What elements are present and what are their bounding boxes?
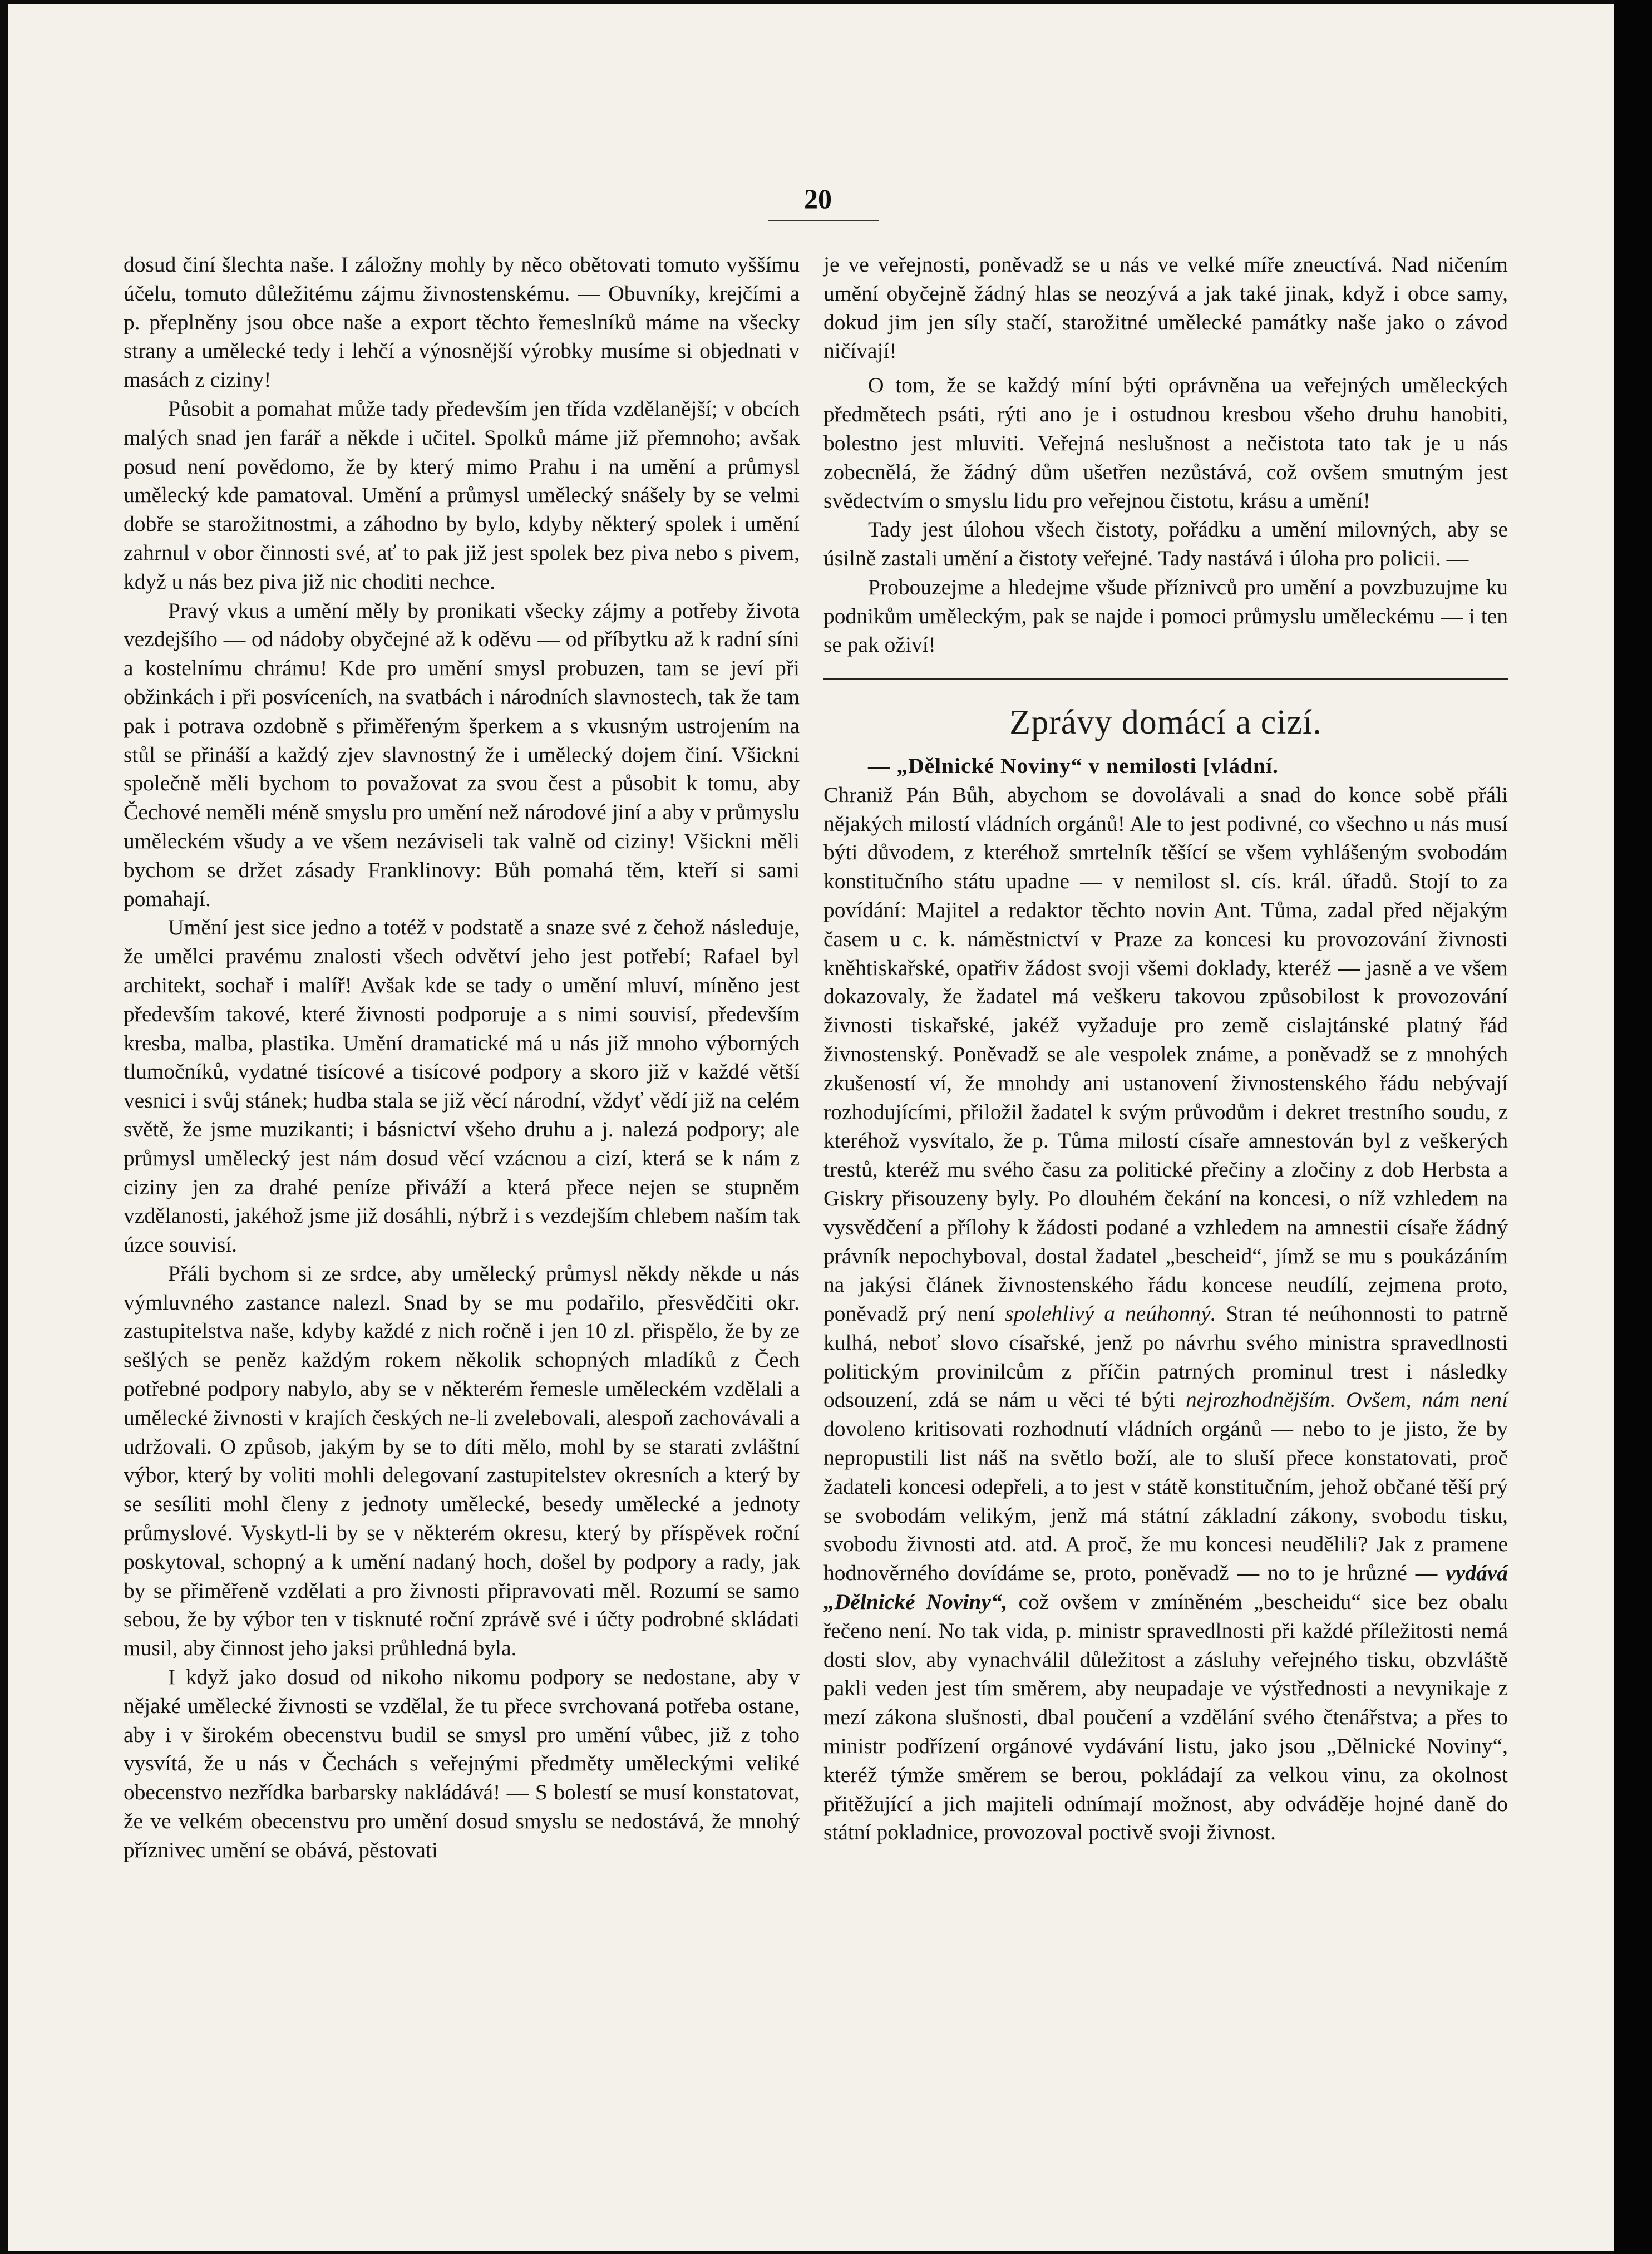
page-number: 20 [804, 183, 832, 214]
paragraph: Tady jest úlohou všech čistoty, pořádku a umění milovných, aby se úsilně zastali umění a čistoty veřejné. Tady nastává i úloha pro policii. — [823, 517, 1508, 570]
paragraph: I když jako dosud od nikoho nikomu podpory se nedostane, aby v nějaké umělecké živnosti se vzdělal, že tu přece svrchovaná potřeba ostane, aby i v širokém obecenstvu budil se smysl pro umění vůbec, již z toho vysvítá, že u nás v Čechách s veřejnými předměty uměleckými veliké obecenstvo nezřídka barbarsky nakládává! — S bolestí se musí konstatovat, že ve velkém obecenstvu pro umění dosud smyslu se nedostává, že mnohý příznivec umění se obává, pěstovati [124, 1665, 800, 1862]
scan-edge [1614, 0, 1652, 2254]
right-column [823, 250, 1508, 1847]
section-heading: Zprávy domácí a cizí. [1009, 703, 1322, 742]
page-number-rule [768, 220, 879, 221]
paragraph: Přáli bychom si ze srdce, aby umělecký průmysl někdy někde u nás výmluvného zastance nalezl. Snad by se mu podařilo, přesvědčiti okr. zastupitelstva naše, kdyby každé z nich ročně i jen 10 zl. přispělo, že by ze sešlých se peněz každým rokem několik schopných mladíků z Čech potřebné podpory nabylo, aby se v některém řemesle uměleckém vzdělali a umělecké živnosti v krajích českých ne-li zvelebovali, alespoň zachovávali a udržovali. O způsob, jakým by se to díti mělo, mohl by se starati zvláštní výbor, který by voliti mohli delegovaní zastupitelstev okresních a který by se sesíliti mohl členy z jednoty umělecké, besedy umělecké a jednoty průmyslové. Vyskytl-li by se v některém okresu, který by příspěvek roční poskytoval, schopný a k umění nadaný hoch, došel by podpory a rady, jak by se přiměřeně vzdělati a pro živnosti připravovati měl. Rozumí se samo sebou, že by výbor ten v tisknuté roční zprávě své i účty podrobné skládati musil, aby činnost jeho jaksi průhledná byla. [124, 1261, 800, 1661]
article-text: dovoleno kritisovati rozhodnutí vládních orgánů — nebo to je jisto, že by nepropustili list náš na světlo boží, ale to sluší přece konstatovati, proč žadateli koncesi odepřeli, a to jest v státě konstitučním, jehož občané těší prý se svobodám velikým, jenž má státní základní zákony, svobodu tisku, svobodu živnosti atd. atd. A proč, že mu koncesi neudělili? Jak z pramene hodnověrného dovídáme se, proto, poněvadž — no to je hrůzné — [823, 1416, 1508, 1586]
left-column [124, 250, 800, 1865]
paragraph: Probouzejme a hledejme všude příznivců pro umění a povzbuzujme ku podnikům uměleckým, pak se najde i pomoci průmyslu uměleckému — i ten se pak oživí! [823, 574, 1508, 657]
article-text: což ovšem v zmíněném „bescheidu“ sice bez obalu řečeno není. No tak vida, p. ministr spravedlnosti při každé příležitosti nemá dosti slov, aby vynachválil důležitost a zásluhy veřejného tisku, obzvláště pakli veden jest tím směrem, aby neupadaje ve výstřednosti a nevynikaje z mezí zákona slušnosti, dbal poučení a vzdělání svého čtenářstva; a přes to ministr podřízení orgánové vydávání listu, jako jsou „Dělnické Noviny“, kteréž týmže směrem se berou, pokládají za velkou vinu, za okolnost přitěžující a jich majiteli odnímají možnost, aby odváděje hojné daně do státní pokladnice, provozoval poctivě svoji živnost. [823, 1589, 1508, 1845]
article-title: — „Dělnické Noviny“ v nemilosti [vládní. [868, 753, 1279, 778]
article-text: Chraniž Pán Bůh, abychom se dovolávali a snad do konce sobě přáli nějakých milostí vládních orgánů! Ale to jest podivné, co všechno u nás musí býti důvodem, z kteréhož smrtelník těšící se všem vyhlášeným svobodám konstitučního státu upadne — v nemilost sl. cís. král. úřadů. Stojí to za povídání: Majitel a redaktor těchto novin Ant. Tůma, zadal před nějakým časem u c. k. náměstnictví v Praze za koncesi ku provozování živnosti kněhtiskařské, opatřiv žádost svoji všemi doklady, kteréž — jasně a ve všem dokazovaly, že žadatel má veškeru takovou způsobilost k provozování živnosti tiskařské, jakéž vyžaduje pro země cislajtánské platný řád živnostenský. Poněvadž se ale vespolek známe, a poněvadž se z mnohých zkušeností ví, že mnohdy ani ustanovení živnostenského řádu nebývají rozhodujícími, přiložil žadatel k svým průvodům i dekret trestního soudu, z kteréhož vysvítalo, že p. Tůma milostí císaře amnestován byl z veškerých trestů, kteréž mu svého času za politické přečiny a zločiny z dob Herbsta a Giskry přisouzeny byly. Po dlouhém čekání na koncesi, o níž vzhledem na vysvědčení a přílohy k žádosti podané a vzhledem na amnestii císaře žádný právník nepochyboval, dostal žadatel „bescheid“, jímž se mu s poukázáním na jakýsi článek živnostenského řádu koncese neudílí, zejmena proto, poněvadž prý není [823, 782, 1508, 1326]
paragraph: dosud činí šlechta naše. I záložny mohly by něco obětovati tomuto vyššímu účelu, tomuto důležitému zájmu živnostenskému. — Obuvníky, krejčími a p. přeplněny jsou obce naše a export těchto řemeslníků máme na všecky strany a umělecké tedy i lehčí a výnosnější výrobky musíme si objednati v masách z ciziny! [124, 252, 800, 392]
article-emphasis: spolehlivý a neúhonný. [1005, 1301, 1216, 1326]
article-emphasis: vydává „Dělnické Noviny“, [823, 1561, 1508, 1615]
article-body [823, 781, 1508, 1847]
paragraph: Pravý vkus a umění měly by pronikati všecky zájmy a potřeby života vezdejšího — od nádoby obyčejné až k oděvu — od příbytku až k radní síni a kostelnímu chrámu! Kde pro umění smysl probuzen, tam se jeví při obžinkách i při posvíceních, na svatbách i národních slavnostech, tak že tam pak i potrava ozdobně s přiměřeným šperkem a s vkusným ustrojením na stůl se přináší a každý zjev slavnostný že i umělecký dojem činí. Všickni společně měli bychom to považovat za svou čest a působit k tomu, aby Čechové neměli méně smyslu pro umění než národové jiní a aby v průmyslu uměleckém všudy a ve všem nezáviseli tak valně od ciziny! Všickni měli bychom se držet zásady Franklinovy: Bůh pomahá těm, kteří si sami pomahají. [124, 598, 800, 911]
paragraph: Působit a pomahat může tady především jen třída vzdělanější; v obcích malých snad jen farář a někde i učitel. Spolků máme již přemnoho; avšak posud není povědomo, že by který mimo Prahu i na umění a průmysl umělecký kde pamatoval. Umění a průmysl umělecký snášely by se velmi dobře se starožitnostmi, a záhodno by bylo, kdyby některý spolek i umění zahrnul v obor činnosti své, ať to pak již jest spolek bez piva nebo s pivem, když u nás bez piva již nic choditi nechce. [124, 396, 800, 594]
paragraph: je ve veřejnosti, poněvadž se u nás ve velké míře zneuctívá. Nad ničením umění obyčejně žádný hlas se neozývá a jak také jinak, když i obce samy, dokud jim jen síly stačí, starožitné umělecké památky naše jako o závod ničívají! [823, 252, 1508, 363]
paragraph: O tom, že se každý míní býti oprávněna ua veřejných uměleckých předmětech psáti, rýti ano je i ostudnou kresbou všeho druhu hanobiti, bolestno jest mluviti. Veřejná neslušnost a nečistota tato tak je u nás zobecnělá, že žádný dům ušetřen nezůstává, což ovšem smutným jest svědectvím o smyslu lidu pro veřejnou čistotu, krásu a umění! [823, 373, 1508, 513]
paragraph: Umění jest sice jedno a totéž v podstatě a snaze své z čehož následuje, že umělci pravému znalosti všech odvětví jeho jest potřebí; Rafael byl architekt, sochař i malíř! Avšak kde se tady o umění mluví, míněno jest především takové, které živnosti podporuje a s nimi souvisí, především kresba, malba, plastika. Umění dramatické má u nás již mnoho výborných tlumočníků, vydatné tisícové a tisícové podpory a skoro již v každé větší vesnici i svůj stánek; hudba stala se již věcí národní, vždyť vědí již na celém světě, že jsme muzikanti; i básnictví všeho druhu a j. nalezá podpory; ale průmysl umělecký jest nám dosud věcí vzácnou a cizí, která se k nám z ciziny jen za drahé peníze přiváží a která přece nejen se stupněm vzdělanosti, jakéhož jsme již dosáhli, nýbrž i s vezdejším chlebem naším tak úzce souvisí. [124, 915, 800, 1257]
article-text: Stran té neúhonnosti to patrně kulhá, neboť slovo císařské, jenž po návrhu svého ministra spravedlnosti politickým provinilcům z příčin patrných prominul trest i následky odsouzení, zdá se nám u věci té býti [823, 1301, 1508, 1413]
section-divider [823, 678, 1508, 680]
article-emphasis: nejrozhodnějším. Ovšem, nám není [1185, 1387, 1508, 1413]
